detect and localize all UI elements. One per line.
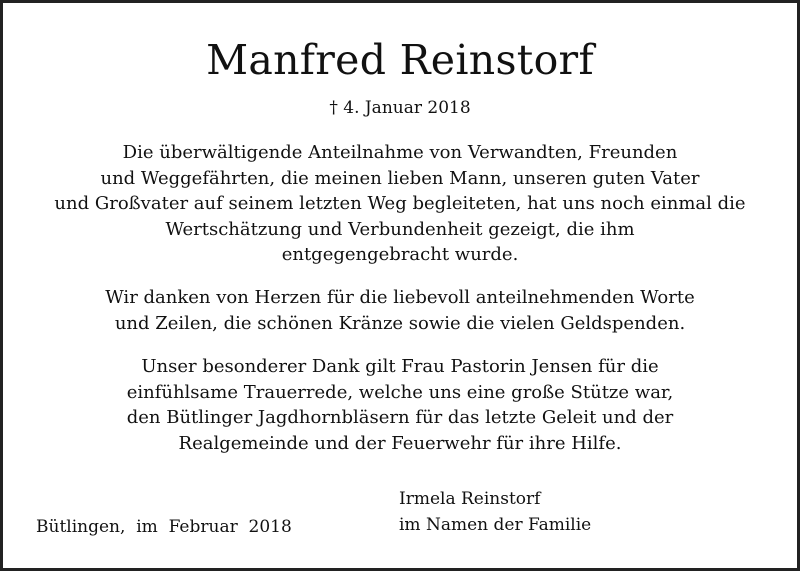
paragraph-line: den Bütlinger Jagdhornbläsern für das letzte Geleit und der [126,407,674,428]
paragraph-line: Wir danken von Herzen für die liebevoll anteilnehmenden Worte [105,287,695,308]
death-date: † 4. Januar 2018 [329,98,471,118]
paragraph-line: Realgemeinde und der Feuerwehr für ihre Hilfe. [178,432,622,454]
paragraph-line: entgegengebracht wurde. [281,244,519,265]
thanks-paragraph-2 [40,285,760,336]
paragraph-line: Wertschätzung und Verbundenheit gezeigt, die ihm [165,218,635,240]
signature-name: Irmela Reinstorf [399,489,541,509]
paragraph-line: Die überwältigende Anteilnahme von Verwandten, Freunden [122,142,678,163]
thanks-paragraph-1 [40,140,760,268]
signature-note: im Namen der Familie [399,515,592,535]
deceased-name: Manfred Reinstorf [206,36,594,84]
thanks-paragraph-3 [40,354,760,456]
paragraph-line: und Weggefährten, die meinen lieben Mann, unseren guten Vater [100,167,700,189]
paragraph-line: Unser besonderer Dank gilt Frau Pastorin Jensen für die [141,356,659,377]
signature-block [399,486,591,538]
paragraph-line: und Zeilen, die schönen Kränze sowie die vielen Geldspenden. [114,312,686,334]
paragraph-line: und Großvater auf seinem letzten Weg begleiteten, hat uns noch einmal die [54,193,746,214]
paragraph-line: einfühlsame Trauerrede, welche uns eine große Stütze war, [126,381,674,403]
place-and-date: Bütlingen, im Februar 2018 [36,517,292,537]
